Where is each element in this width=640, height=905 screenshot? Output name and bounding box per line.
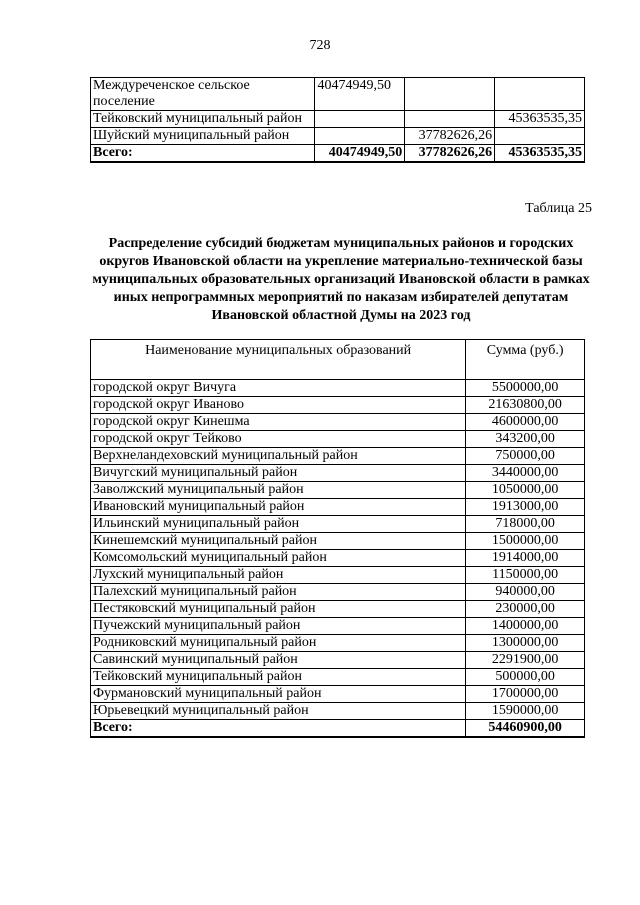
amount-cell: 940000,00	[466, 584, 585, 601]
total-label: Всего:	[91, 720, 466, 738]
amount-cell: 45363535,35	[495, 111, 585, 128]
amount-cell: 1700000,00	[466, 686, 585, 703]
amount-cell: 5500000,00	[466, 380, 585, 397]
table-row	[91, 584, 585, 601]
amount-cell: 1500000,00	[466, 533, 585, 550]
total-row	[91, 145, 585, 163]
table-row	[91, 703, 585, 720]
total-label: Всего:	[91, 145, 315, 163]
table-row	[91, 431, 585, 448]
table-row	[91, 669, 585, 686]
table-row	[91, 499, 585, 516]
table-row	[91, 516, 585, 533]
total-amount: 54460900,00	[466, 720, 585, 738]
table-row	[91, 78, 585, 111]
amount-cell: 21630800,00	[466, 397, 585, 414]
amount-cell: 750000,00	[466, 448, 585, 465]
amount-cell: 500000,00	[466, 669, 585, 686]
table-row	[91, 635, 585, 652]
municipality-name: Вичугский муниципальный район	[91, 465, 466, 482]
table-row	[91, 128, 585, 145]
municipality-name: Ивановский муниципальный район	[91, 499, 466, 516]
amount-cell: 1300000,00	[466, 635, 585, 652]
continued-subsidy-table	[90, 77, 585, 163]
municipality-name: городской округ Тейково	[91, 431, 466, 448]
table-heading: Распределение субсидий бюджетам муниципальных районов и городских округов Ивановской области на укрепление материально-технической базы муниципальных образовательных организаций Ивановской области в рамках иных непрограммных мероприятий по наказам избирателей депутатам Ивановской областной Думы на 2023 год	[92, 236, 590, 323]
amount-cell: 230000,00	[466, 601, 585, 618]
amount-cell: 4600000,00	[466, 414, 585, 431]
amount-cell: 1914000,00	[466, 550, 585, 567]
amount-cell: 1913000,00	[466, 499, 585, 516]
amount-cell: 40474949,50	[315, 78, 405, 111]
table-row	[91, 686, 585, 703]
municipality-name: Кинешемский муниципальный район	[91, 533, 466, 550]
municipality-name: Пучежский муниципальный район	[91, 618, 466, 635]
amount-cell: 2291900,00	[466, 652, 585, 669]
municipality-name: Родниковский муниципальный район	[91, 635, 466, 652]
municipality-name: Шуйский муниципальный район	[91, 128, 315, 145]
table-row	[91, 533, 585, 550]
table-row	[91, 414, 585, 431]
subsidy-distribution-table	[90, 339, 585, 738]
municipality-name: Лухский муниципальный район	[91, 567, 466, 584]
amount-cell: 1050000,00	[466, 482, 585, 499]
table-row	[91, 567, 585, 584]
column-header-name: Наименование муниципальных образований	[91, 340, 466, 380]
table-row	[91, 380, 585, 397]
municipality-name: Ильинский муниципальный район	[91, 516, 466, 533]
municipality-name: Заволжский муниципальный район	[91, 482, 466, 499]
municipality-name: Юрьевецкий муниципальный район	[91, 703, 466, 720]
municipality-name: Тейковский муниципальный район	[91, 111, 315, 128]
table-row	[91, 448, 585, 465]
total-amount: 37782626,26	[405, 145, 495, 163]
column-header-sum: Сумма (руб.)	[466, 340, 585, 380]
municipality-name: Пестяковский муниципальный район	[91, 601, 466, 618]
table-row	[91, 465, 585, 482]
municipality-name: городской округ Иваново	[91, 397, 466, 414]
table-row	[91, 482, 585, 499]
table-row	[91, 111, 585, 128]
municipality-name: Комсомольский муниципальный район	[91, 550, 466, 567]
municipality-name: Савинский муниципальный район	[91, 652, 466, 669]
amount-cell	[405, 78, 495, 111]
table-row	[91, 397, 585, 414]
table-caption: Таблица 25	[525, 201, 592, 216]
total-amount: 40474949,50	[315, 145, 405, 163]
table-row	[91, 652, 585, 669]
municipality-name: Верхнеландеховский муниципальный район	[91, 448, 466, 465]
amount-cell: 718000,00	[466, 516, 585, 533]
municipality-name: Палехский муниципальный район	[91, 584, 466, 601]
municipality-name: Фурмановский муниципальный район	[91, 686, 466, 703]
municipality-name: Тейковский муниципальный район	[91, 669, 466, 686]
table-row	[91, 550, 585, 567]
amount-cell: 1400000,00	[466, 618, 585, 635]
municipality-name: городской округ Кинешма	[91, 414, 466, 431]
table-row	[91, 601, 585, 618]
amount-cell	[315, 128, 405, 145]
municipality-name: городской округ Вичуга	[91, 380, 466, 397]
amount-cell: 343200,00	[466, 431, 585, 448]
amount-cell: 37782626,26	[405, 128, 495, 145]
amount-cell: 1590000,00	[466, 703, 585, 720]
total-row	[91, 720, 585, 738]
amount-cell	[495, 78, 585, 111]
municipality-name: Междуреченское сельское поселение	[91, 78, 315, 111]
amount-cell	[405, 111, 495, 128]
total-amount: 45363535,35	[495, 145, 585, 163]
amount-cell	[315, 111, 405, 128]
amount-cell: 3440000,00	[466, 465, 585, 482]
table-header-row	[91, 340, 585, 380]
amount-cell	[495, 128, 585, 145]
page-number: 728	[309, 38, 331, 53]
amount-cell: 1150000,00	[466, 567, 585, 584]
table-row	[91, 618, 585, 635]
